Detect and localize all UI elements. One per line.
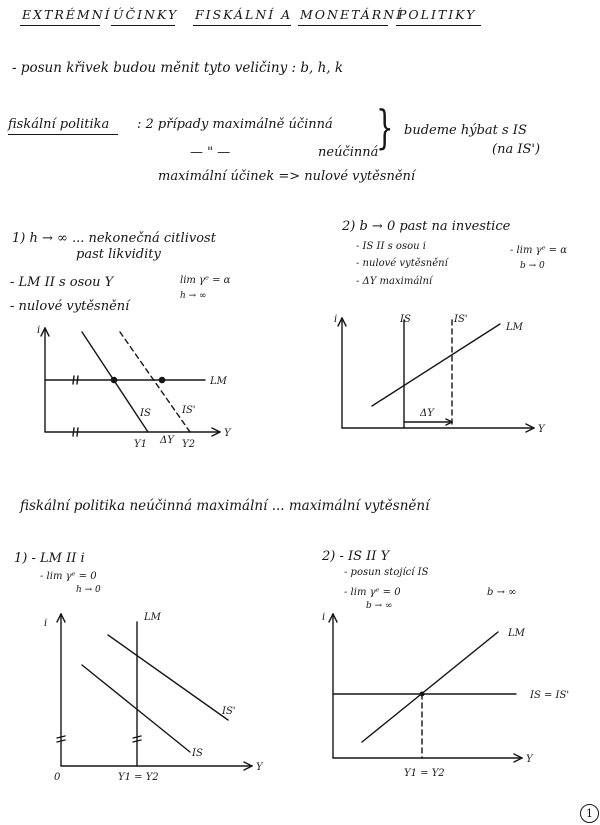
g3-is-label: IS [192,748,203,759]
g1-x-label: Y [224,428,231,439]
g3-y-value-label: Y1 = Y2 [118,772,159,783]
case1-limit: lim γᵉ = α [180,275,231,286]
case2-heading: 2) b → 0 past na investice [342,219,511,234]
title-word-3: FISKÁLNÍ A [195,7,293,22]
case4-limit: - lim γᵉ = 0 [344,587,401,598]
case4-bullet: - posun stojící IS [344,567,429,578]
g2-x-label: Y [538,424,545,435]
g4-y-label: i [322,612,326,623]
g4-x-label: Y [526,754,533,765]
g4-is-label: IS = IS' [530,690,570,701]
fiscal-label: fiskální politika [8,117,110,132]
case3-limit-sub: h → 0 [76,585,101,595]
g2-dy-label: ΔY [420,408,434,419]
case2-bullet-1: - IS II s osou i [356,241,426,252]
g3-x-label: Y [256,762,263,773]
case1-bullet-1: - LM II s osou Y [10,275,114,290]
case2-bullet-2: - nulové vytěsnění [356,258,448,269]
case4-limit-sub: b → ∞ [366,601,393,611]
g1-y-label: i [37,325,41,336]
g1-is-label: IS [140,408,151,419]
fiscal-line-2: neúčinná [318,145,379,160]
g4-lm-curve [362,632,498,742]
page-number: 1 [580,804,599,823]
intro-line: - posun křivek budou měnit tyto veličiny : b, h, k [12,60,344,76]
fiscal-ditto: — " — [190,145,231,160]
case2-bullet-3: - ΔY maximální [356,276,433,287]
g2-is2-label: IS' [454,314,468,325]
g1-y1-label: Y1 [134,439,147,450]
g2-lm-label: LM [506,322,523,333]
title-word-2: ÚČINKY [113,7,179,22]
g3-y-label: i [44,618,48,629]
case1-heading: 1) h → ∞ ... nekonečná citlivost [12,231,216,246]
case3-heading: 1) - LM II i [14,551,85,566]
section2-title: fiskální politika neúčinná maximální ... maximální vytěsnění [20,498,430,514]
case1-heading-2: past likvidity [76,247,161,262]
fiscal-line-1: : 2 případy maximálně účinná [137,117,333,132]
g1-dy-label: ΔY [160,435,174,446]
g4-y-value-label: Y1 = Y2 [404,768,445,779]
title-word-1: EXTRÉMNÍ [22,7,112,22]
case2-limit: - lim γᵉ = α [510,245,567,256]
g1-is2-label: IS' [182,405,196,416]
case1-limit-sub: h → ∞ [180,291,207,301]
g1-lm-label: LM [210,376,227,387]
title-word-5: POLITIKY [398,7,477,22]
g4-lm-label: LM [508,628,525,639]
g1-y2-label: Y2 [182,439,195,450]
g3-is2-label: IS' [222,706,236,717]
g2-is-label: IS [400,314,411,325]
brace-note-sub: (na IS') [492,142,541,157]
g3-lm-label: LM [144,612,161,623]
g3-origin-label: 0 [54,772,61,783]
title-word-4: MONETÁRNÍ [300,7,404,22]
right-brace: } [376,100,394,154]
case1-bullet-2: - nulové vytěsnění [10,299,130,314]
case2-limit-sub: b → 0 [520,261,545,271]
brace-note: budeme hýbat s IS [404,123,527,138]
case4-heading: 2) - IS II Y [322,549,390,564]
g2-y-label: i [334,314,338,325]
fiscal-line-3: maximální účinek => nulové vytěsnění [158,169,416,184]
case4-note: b → ∞ [487,587,517,598]
case3-limit: - lim γᵉ = 0 [40,571,97,582]
